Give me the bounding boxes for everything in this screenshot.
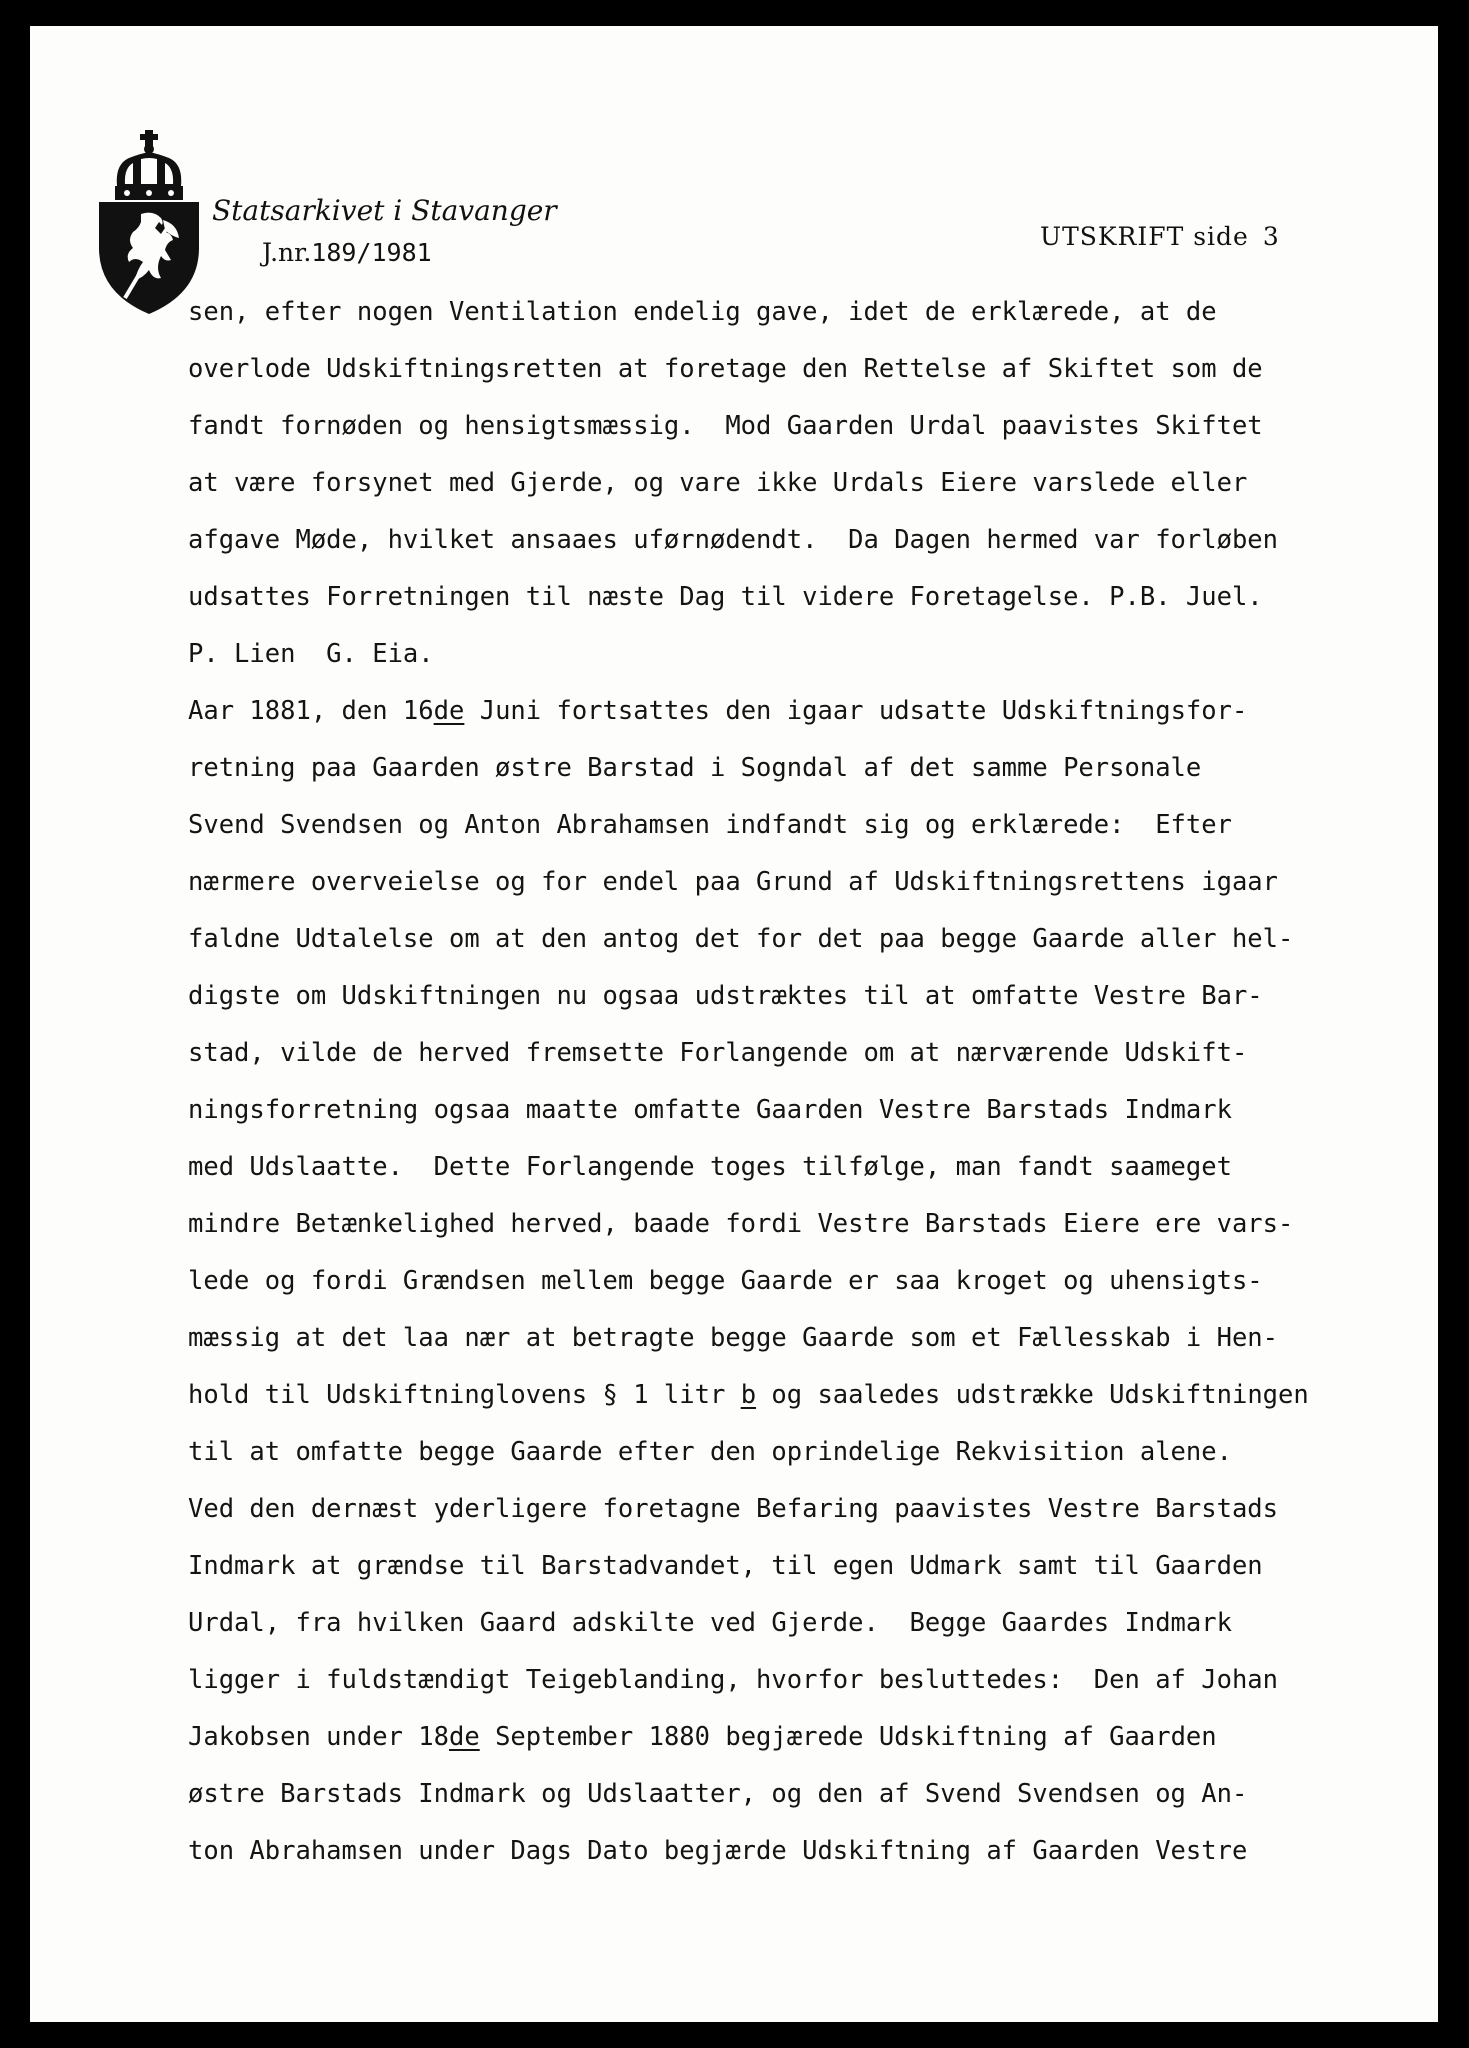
text-line: Indmark at grændse til Barstadvandet, til egen Udmark samt til Gaarden bbox=[188, 1551, 1263, 1581]
text-line: stad, vilde de herved fremsette Forlangende om at nærværende Udskift- bbox=[188, 1038, 1248, 1068]
transcript-body bbox=[188, 284, 1438, 1880]
text-line: Urdal, fra hvilken Gaard adskilte ved Gjerde. Begge Gaardes Indmark bbox=[188, 1608, 1232, 1638]
page-number: 3 bbox=[1262, 222, 1280, 251]
text-line: ton Abrahamsen under Dags Dato begjærde Udskiftning af Gaarden Vestre bbox=[188, 1836, 1248, 1866]
copy-label: UTSKRIFT side bbox=[1040, 222, 1249, 251]
journal-number bbox=[262, 238, 432, 267]
text-line: fandt fornøden og hensigtsmæssig. Mod Gaarden Urdal paavistes Skiftet bbox=[188, 411, 1263, 441]
journal-number-value: 189/1981 bbox=[311, 238, 432, 267]
text-line: Jakobsen under 18de September 1880 begjærede Udskiftning af Gaarden bbox=[188, 1722, 1217, 1752]
underlined-letter: b bbox=[740, 1380, 757, 1410]
text-line: mæssig at det laa nær at betragte begge Gaarde som et Fællesskab i Hen- bbox=[188, 1323, 1279, 1353]
text-line: retning paa Gaarden østre Barstad i Sogndal af det samme Personale bbox=[188, 753, 1202, 783]
text-line: østre Barstads Indmark og Udslaatter, og den af Svend Svendsen og An- bbox=[188, 1779, 1248, 1809]
journal-prefix: J.nr. bbox=[262, 238, 312, 267]
text-line: Svend Svendsen og Anton Abrahamsen indfandt sig og erklærede: Efter bbox=[188, 810, 1232, 840]
text-line: mindre Betænkelighed herved, baade fordi Vestre Barstads Eiere ere vars- bbox=[188, 1209, 1294, 1239]
text-line: sen, efter nogen Ventilation endelig gave, idet de erklærede, at de bbox=[188, 297, 1217, 327]
text-line: ligger i fuldstændigt Teigeblanding, hvorfor besluttedes: Den af Johan bbox=[188, 1665, 1279, 1695]
text-line: P. Lien G. Eia. bbox=[188, 639, 434, 669]
text-line: at være forsynet med Gjerde, og vare ikke Urdals Eiere varslede eller bbox=[188, 468, 1248, 498]
underlined-ordinal: de bbox=[449, 1722, 480, 1752]
text-line: lede og fordi Grændsen mellem begge Gaarde er saa kroget og uhensigts- bbox=[188, 1266, 1263, 1296]
text-line: nærmere overveielse og for endel paa Grund af Udskiftningsrettens igaar bbox=[188, 867, 1279, 897]
norwegian-coat-of-arms-icon bbox=[95, 128, 203, 316]
text-line: hold til Udskiftninglovens § 1 litr b og saaledes udstrække Udskiftningen bbox=[188, 1380, 1309, 1410]
institution-name: Statsarkivet i Stavanger bbox=[212, 194, 557, 227]
text-line: afgave Møde, hvilket ansaaes uførnødendt. Da Dagen hermed var forløben bbox=[188, 525, 1279, 555]
copy-page-label bbox=[1040, 222, 1280, 251]
text-line: digste om Udskiftningen nu ogsaa udstræktes til at omfatte Vestre Bar- bbox=[188, 981, 1263, 1011]
text-line: til at omfatte begge Gaarde efter den oprindelige Rekvisition alene. bbox=[188, 1437, 1232, 1467]
underlined-ordinal: de bbox=[433, 696, 465, 726]
text-line: udsattes Forretningen til næste Dag til videre Foretagelse. P.B. Juel. bbox=[188, 582, 1263, 612]
text-line: overlode Udskiftningsretten at foretage den Rettelse af Skiftet som de bbox=[188, 354, 1263, 384]
text-line: med Udslaatte. Dette Forlangende toges tilfølge, man fandt saameget bbox=[188, 1152, 1232, 1182]
text-line: ningsforretning ogsaa maatte omfatte Gaarden Vestre Barstads Indmark bbox=[188, 1095, 1232, 1125]
text-line: Aar 1881, den 16de Juni fortsattes den igaar udsatte Udskiftningsfor- bbox=[188, 696, 1248, 726]
text-line: Ved den dernæst yderligere foretagne Befaring paavistes Vestre Barstads bbox=[188, 1494, 1279, 1524]
text-line: faldne Udtalelse om at den antog det for det paa begge Gaarde aller hel- bbox=[188, 924, 1294, 954]
